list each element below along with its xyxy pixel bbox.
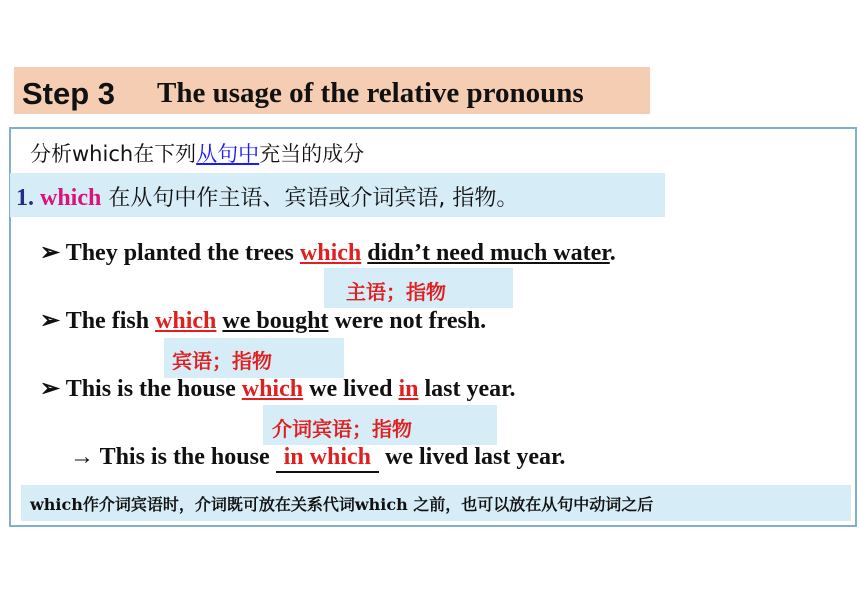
bullet-arrow-icon: ➢: [40, 240, 61, 266]
preposition: in: [398, 376, 419, 402]
sentence-end: .: [609, 240, 616, 266]
slide-title: The usage of the relative pronouns: [157, 77, 584, 109]
function-tag-3: 介词宾语；指物: [272, 417, 412, 441]
relative-pronoun: which: [155, 308, 217, 334]
intro-text-after: 充当的成分: [259, 142, 365, 166]
rewrite-gap: in which: [276, 444, 379, 473]
function-tag-2: 宾语；指物: [172, 349, 272, 373]
rewrite-end: we lived last year.: [379, 444, 566, 470]
point-description: 在从句中作主语、宾语或介词宾语, 指物。: [101, 186, 519, 211]
relative-pronoun: which: [299, 240, 362, 266]
example-sentence-2: [40, 306, 486, 335]
sentence-end: were not fresh.: [328, 308, 487, 334]
rewrite-sentence: [70, 444, 565, 473]
example-sentence-1: [40, 238, 616, 267]
relative-clause: we bought: [222, 308, 329, 334]
sentence-text: They planted the trees: [65, 240, 300, 266]
point-number: 1.: [16, 185, 34, 211]
intro-instruction: [30, 138, 364, 168]
function-tag-1: 主语；指物: [346, 280, 446, 304]
point-heading: [16, 181, 518, 212]
step-label: Step 3: [22, 76, 116, 111]
rewrite-arrow-icon: →: [70, 444, 94, 470]
usage-note: which作介词宾语时，介词既可放在关系代词which 之前，也可以放在从句中动词之后: [30, 495, 654, 514]
intro-link[interactable]: 从句中: [196, 142, 260, 166]
intro-text-before: 分析which在下列: [30, 142, 197, 166]
example-sentence-3: [40, 374, 516, 403]
relative-clause: didn’t need much water: [367, 240, 610, 266]
rewrite-text: This is the house: [94, 444, 276, 470]
bullet-arrow-icon: ➢: [40, 376, 61, 402]
relative-pronoun: which: [241, 376, 304, 402]
sentence-middle: we lived: [303, 376, 399, 402]
point-keyword: which: [40, 185, 102, 211]
sentence-text: This is the house: [65, 376, 242, 402]
sentence-end: last year.: [418, 376, 516, 402]
sentence-text: The fish: [65, 308, 156, 334]
bullet-arrow-icon: ➢: [40, 308, 61, 334]
